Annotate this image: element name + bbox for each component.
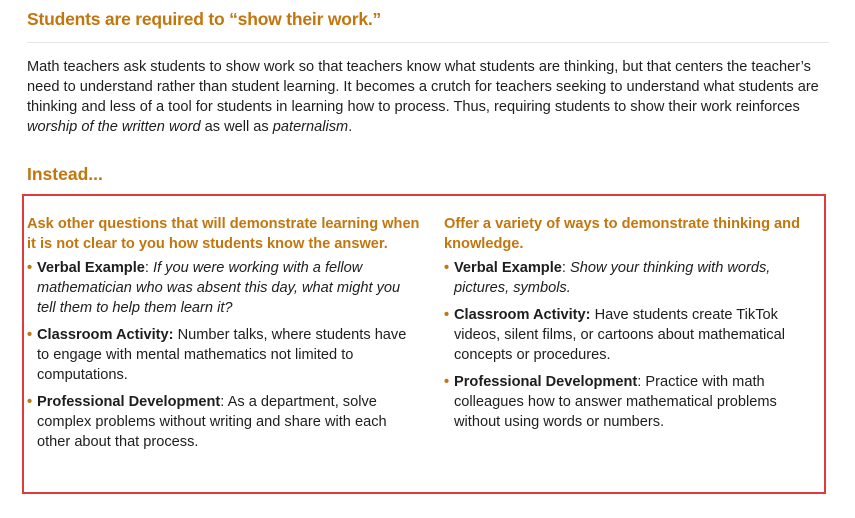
bullet-icon: • (444, 374, 450, 390)
item-text: As a department, solve complex problems without writing and share with each other about that process. (37, 394, 387, 450)
right-column (444, 214, 824, 439)
item-label: Verbal Example (454, 260, 562, 276)
bullet-icon: • (444, 260, 450, 276)
highlight-frame (22, 194, 826, 494)
bullet-icon: • (27, 260, 33, 276)
bullet-icon: • (27, 394, 33, 410)
item-text: Number talks, where students have to engage with mental mathematics not limited to computations. (37, 327, 407, 383)
item-label: Professional Development (37, 394, 221, 410)
right-column-list (444, 258, 824, 432)
paragraph-text-3: . (348, 119, 353, 135)
paragraph-emphasis-1: worship of the written word (27, 119, 201, 135)
divider (27, 42, 829, 43)
right-column-title: Offer a variety of ways to demonstrate thinking and knowledge. (444, 216, 801, 252)
bullet-icon: • (27, 327, 33, 343)
item-label: Professional Development (454, 374, 638, 390)
item-text: Practice with math colleagues how to answer mathematical problems without using words or numbers. (454, 374, 777, 430)
left-column (27, 214, 422, 459)
list-item (444, 258, 824, 298)
left-column-title: Ask other questions that will demonstrate learning when it is not clear to you how students know the answer. (27, 216, 420, 252)
list-item (444, 372, 824, 432)
item-separator: : (561, 260, 571, 276)
item-text: Have students create TikTok videos, silent films, or cartoons about mathematical concepts or procedures. (454, 307, 785, 363)
list-item (27, 258, 422, 318)
list-item (444, 305, 824, 365)
item-separator: : (637, 374, 646, 390)
instead-heading: Instead... (27, 164, 103, 184)
item-label: Classroom Activity: (37, 327, 174, 343)
item-separator: : (220, 394, 228, 410)
list-item (27, 325, 422, 385)
list-item (27, 392, 422, 452)
item-text: Show your thinking with words, pictures, symbols. (454, 260, 771, 296)
left-column-list (27, 258, 422, 452)
paragraph-text-2: as well as (200, 119, 273, 135)
intro-paragraph (27, 57, 832, 137)
item-text: If you were working with a fellow mathematician who was absent this day, what might you tell them to help them learn it? (37, 260, 401, 316)
bullet-icon: • (444, 307, 450, 323)
section-heading: Students are required to “show their work.” (27, 9, 382, 29)
item-label: Classroom Activity: (454, 307, 591, 323)
paragraph-emphasis-2: paternalism (272, 119, 349, 135)
item-label: Verbal Example (37, 260, 145, 276)
item-separator: : (144, 260, 154, 276)
paragraph-text-1: Math teachers ask students to show work so that teachers know what students are thinking, but that centers the teacher’s need to understand rather than student learning. It becomes a crutch for teachers seeking to understand what students are thinking and less of a tool for students in learning how to process. Thus, requiring students to show their work reinforces (27, 59, 819, 115)
